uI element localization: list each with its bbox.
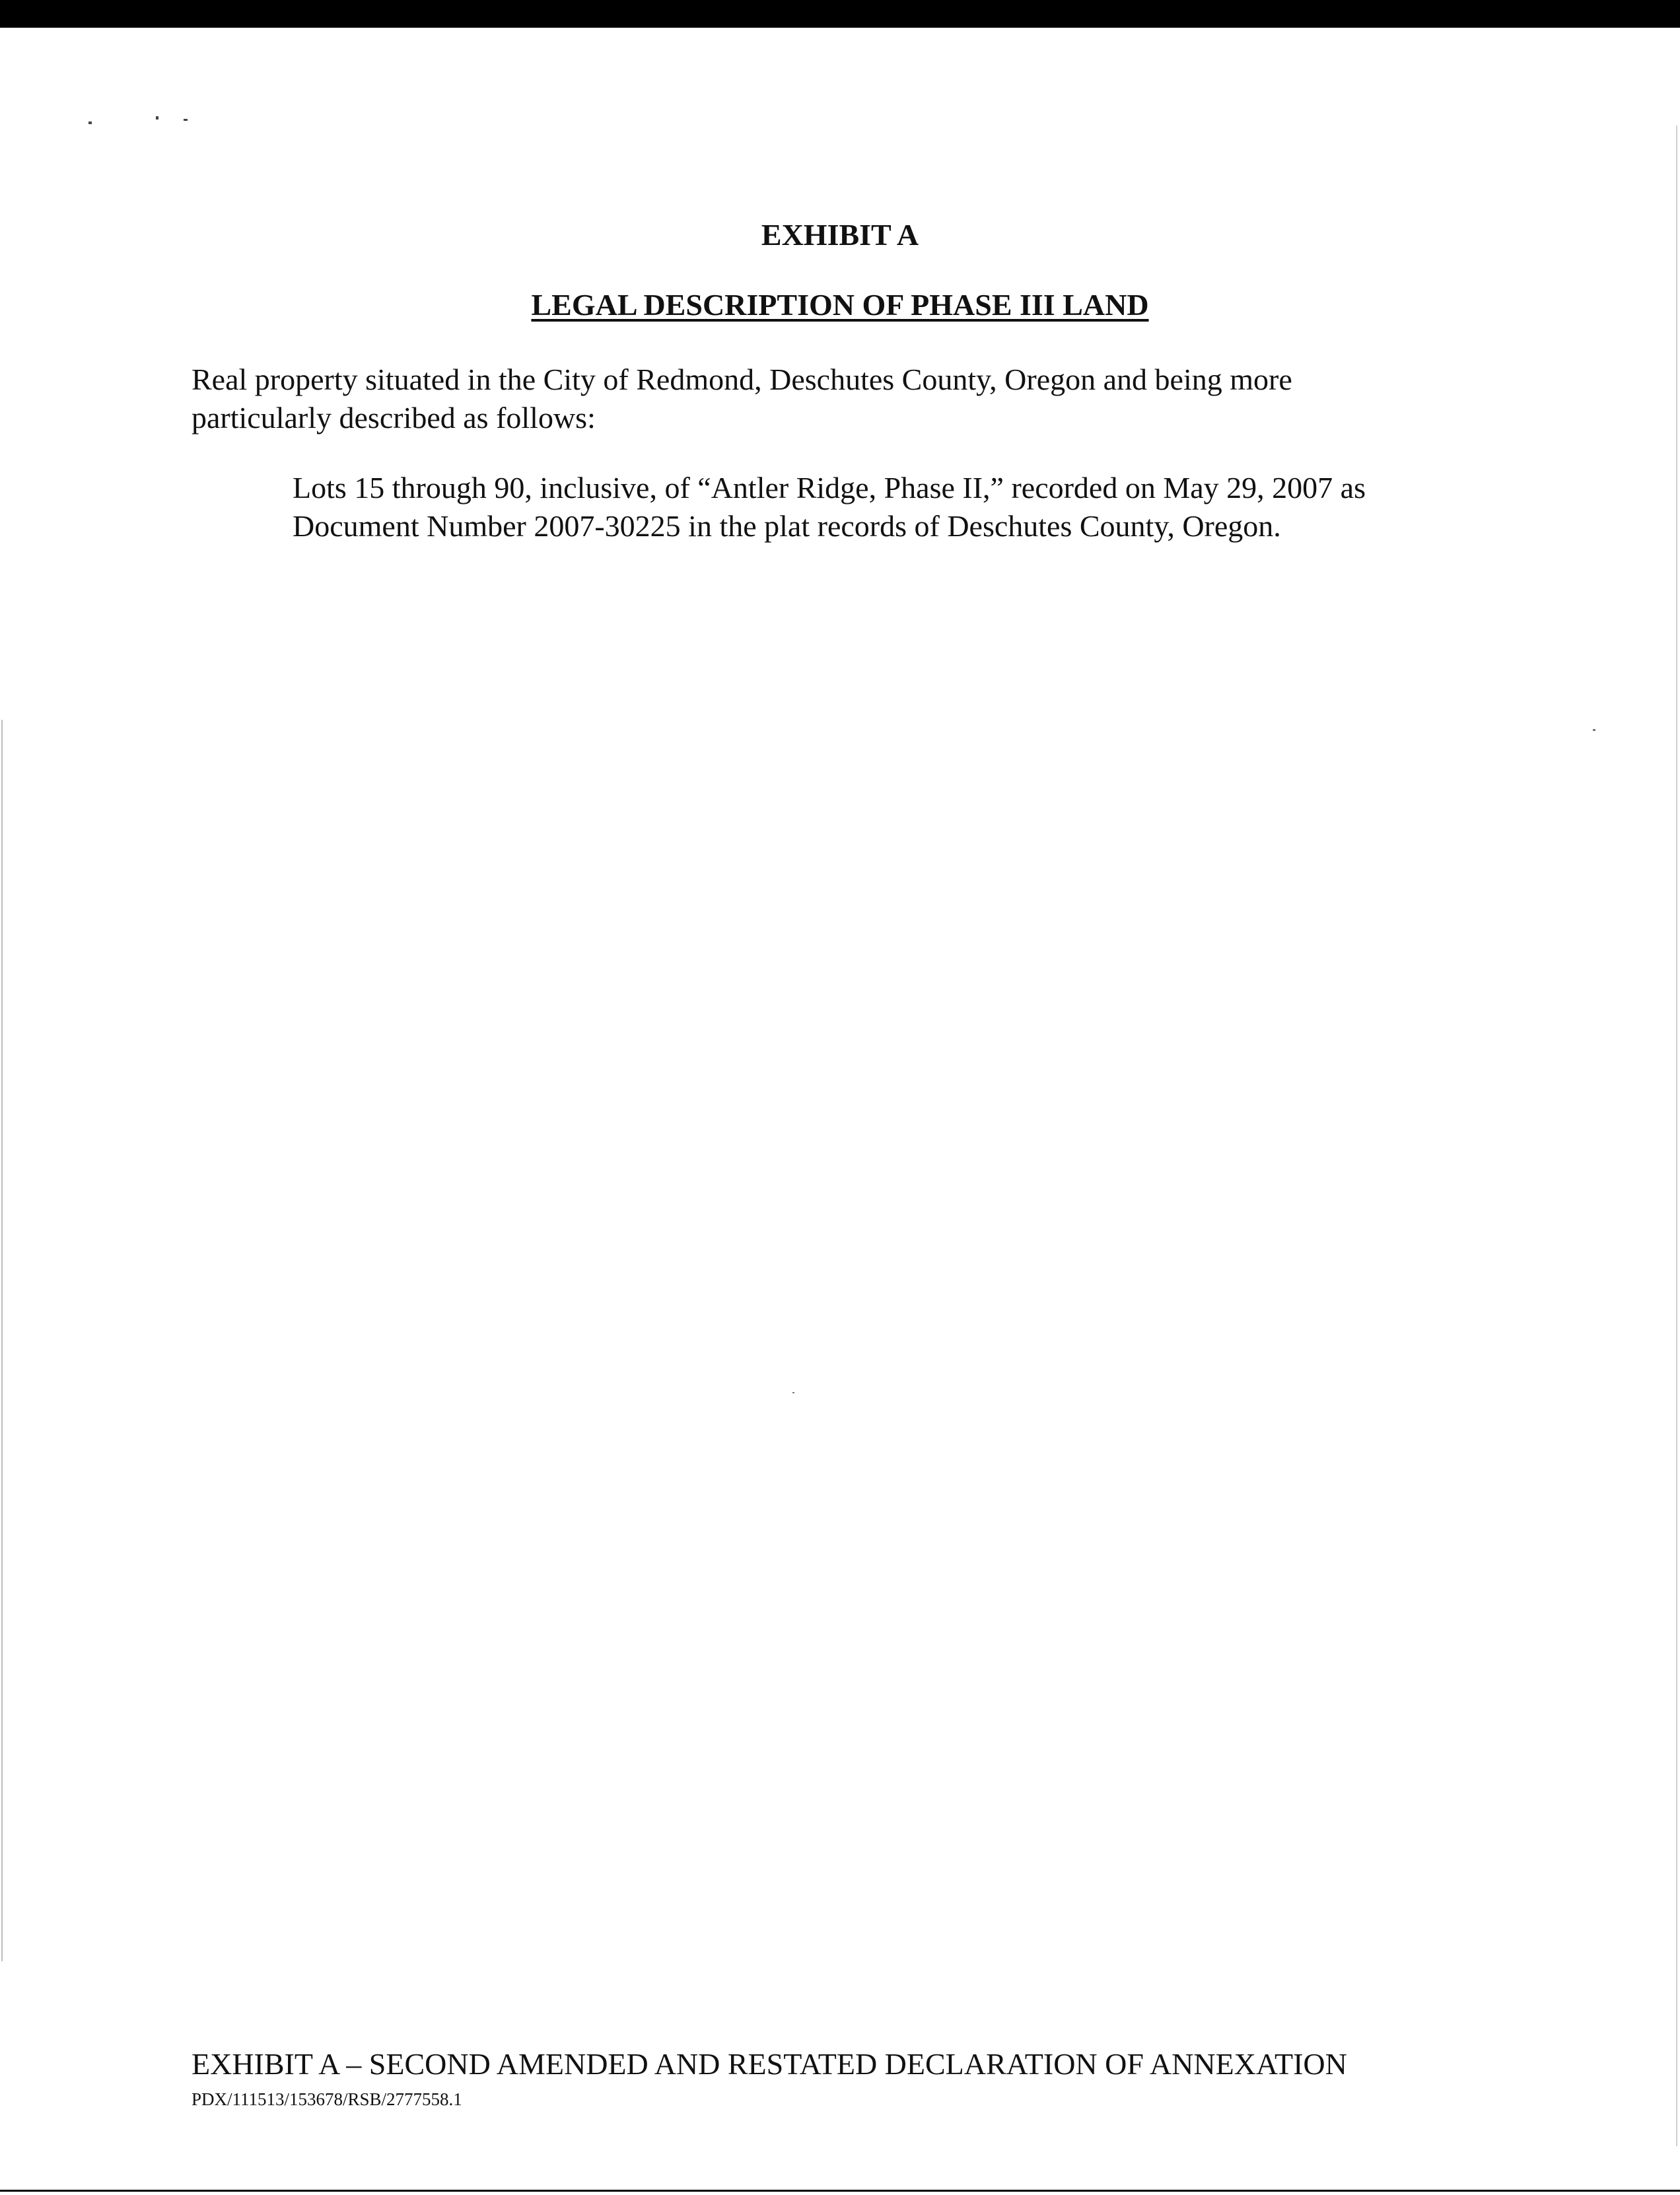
scan-right-edge	[1676, 125, 1677, 2146]
intro-line: particularly described as follows:	[192, 401, 596, 435]
scan-speck	[88, 122, 92, 124]
lots-line: Document Number 2007-30225 in the plat records of Deschutes County, Oregon.	[293, 509, 1281, 543]
scan-speck	[792, 1392, 794, 1393]
footer-title: EXHIBIT A – SECOND AMENDED AND RESTATED DECLARATION OF ANNEXATION	[192, 2047, 1347, 2081]
intro-paragraph	[192, 361, 1499, 437]
exhibit-heading: EXHIBIT A	[761, 218, 919, 252]
scan-speck	[184, 119, 188, 121]
scan-top-border	[0, 0, 1680, 28]
legal-description-heading: LEGAL DESCRIPTION OF PHASE III LAND	[531, 288, 1149, 322]
scan-bottom-border	[0, 2190, 1680, 2192]
intro-line: Real property situated in the City of Redmond, Deschutes County, Oregon and being more	[192, 363, 1292, 396]
lots-description-paragraph	[293, 469, 1501, 545]
scan-speck	[156, 116, 158, 120]
footer-document-id: PDX/111513/153678/RSB/2777558.1	[192, 2089, 462, 2109]
lots-line: Lots 15 through 90, inclusive, of “Antler Ridge, Phase II,” recorded on May 29, 2007 as	[293, 471, 1366, 505]
scan-left-edge	[1, 720, 3, 1961]
scan-speck	[1593, 729, 1595, 731]
